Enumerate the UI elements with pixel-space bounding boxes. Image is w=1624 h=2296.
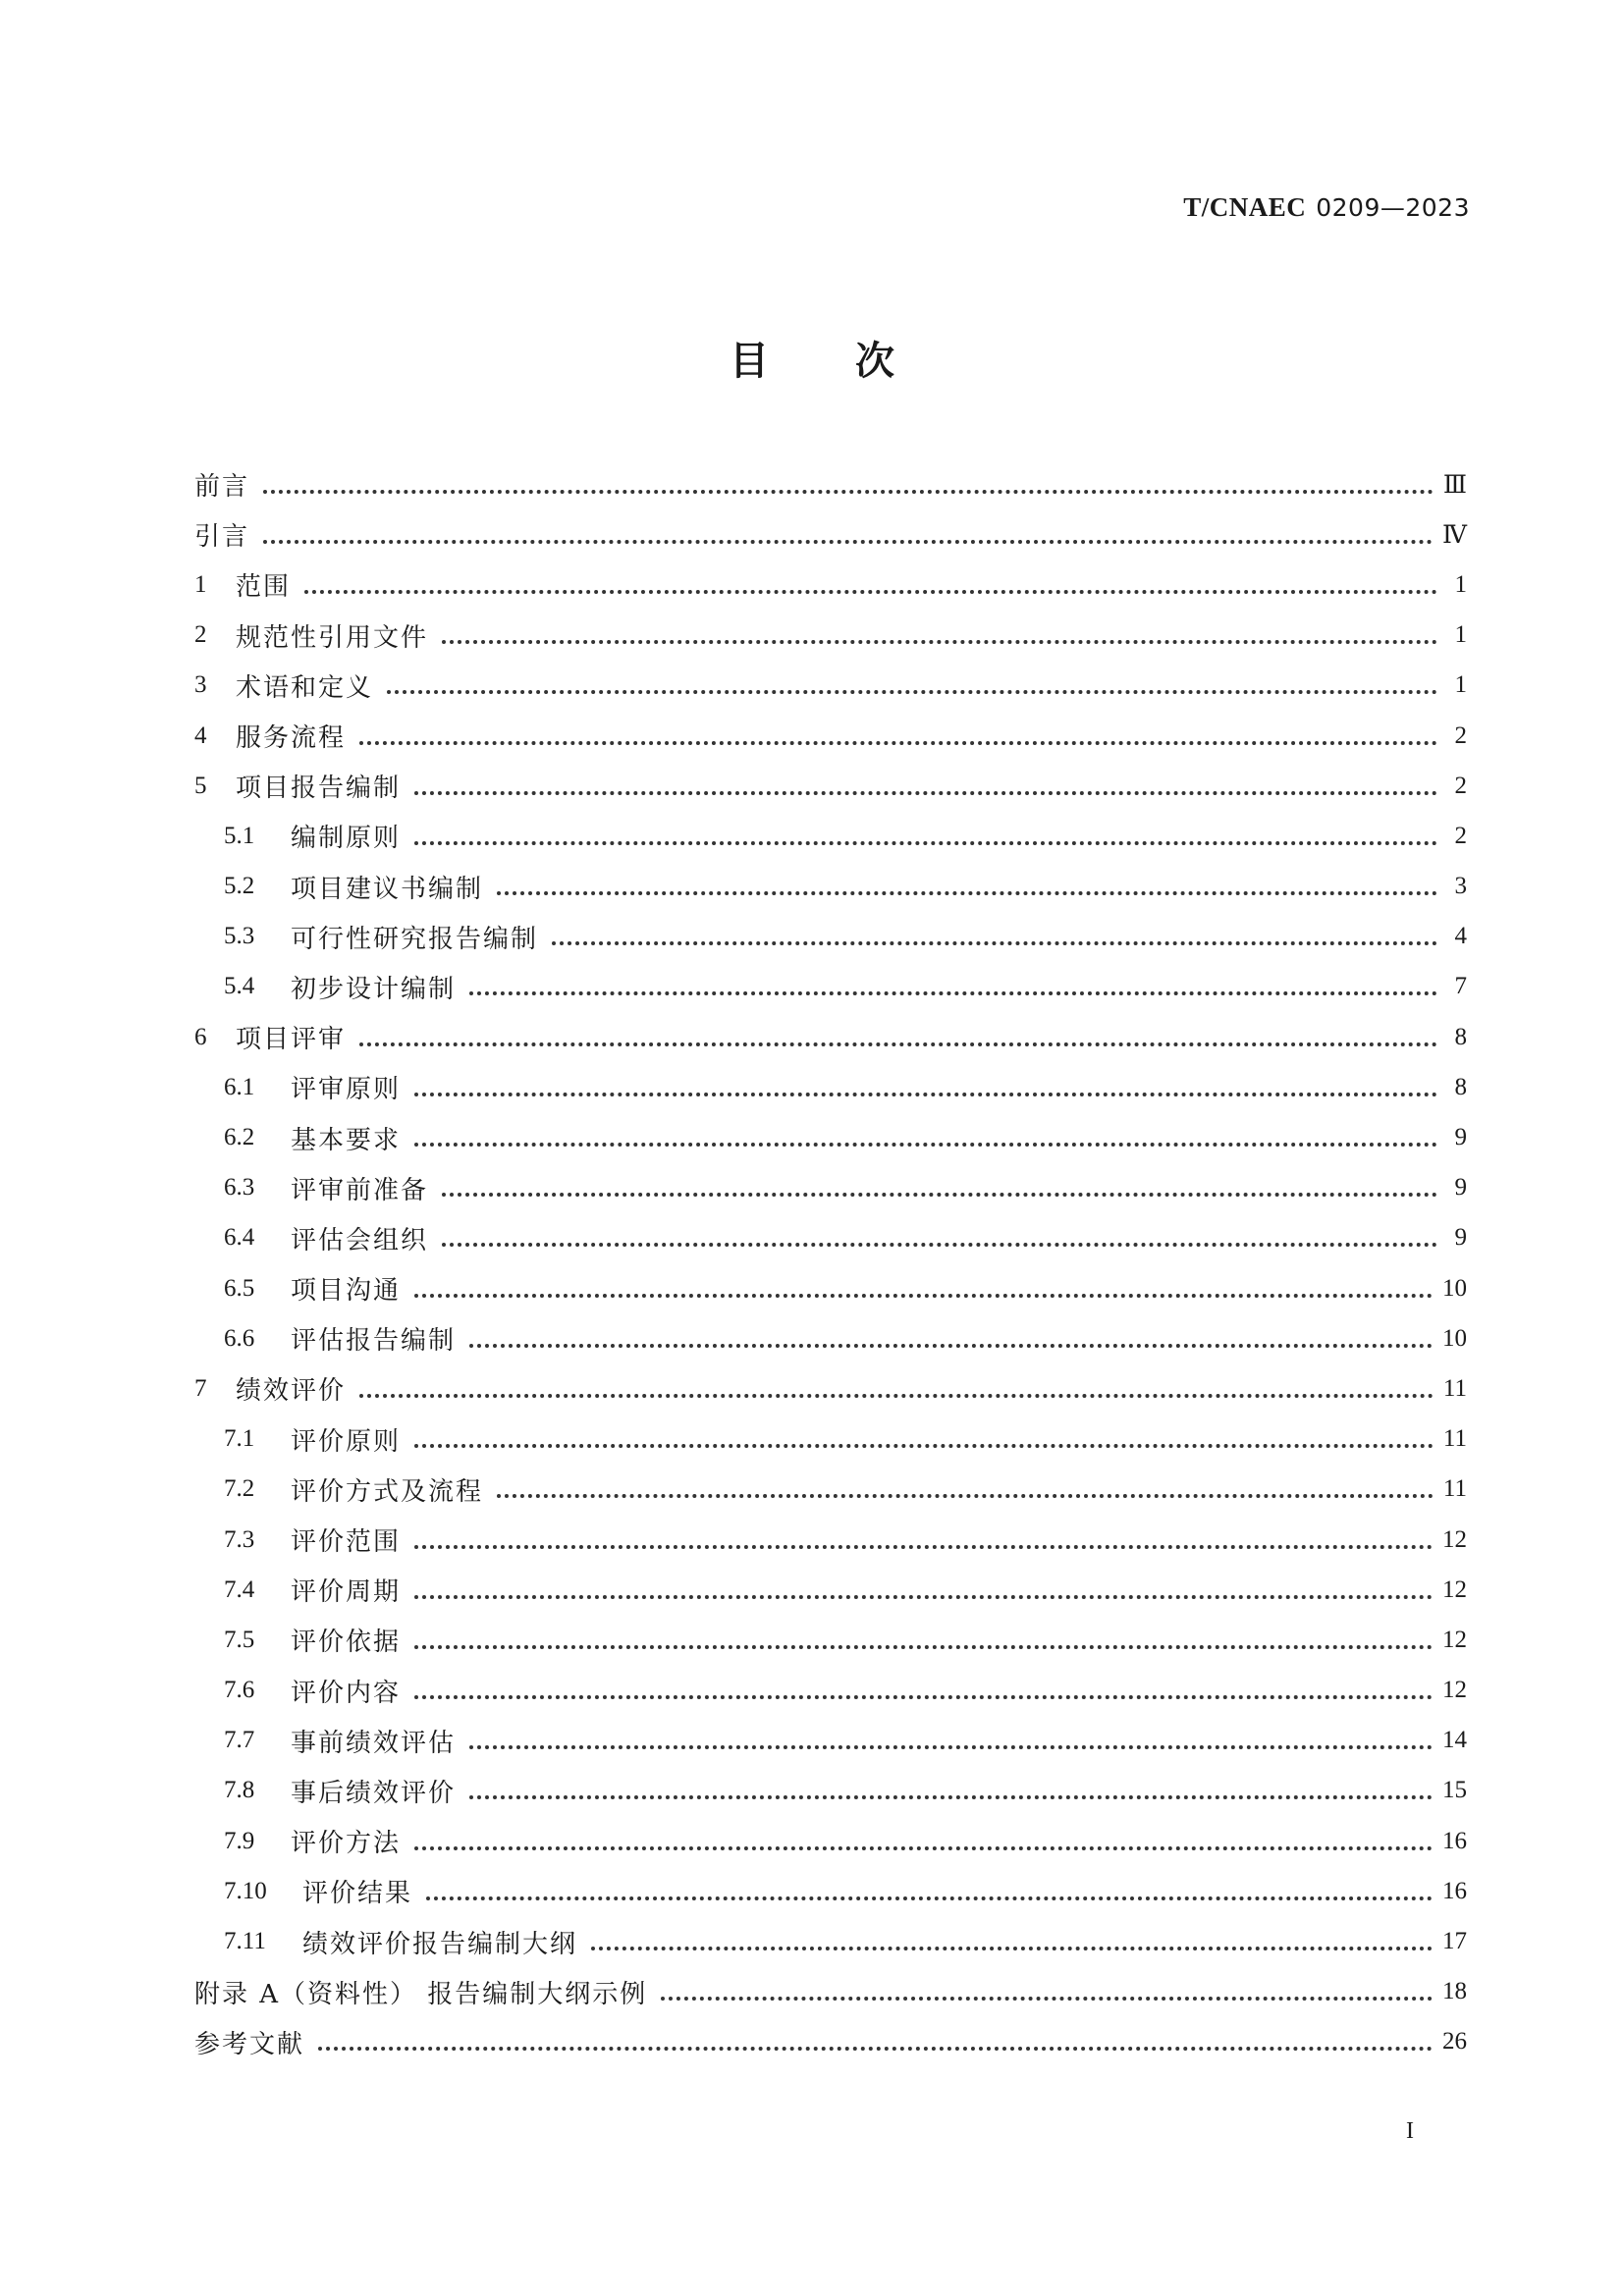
toc-entry[interactable] [194, 761, 1467, 811]
toc-entry[interactable] [194, 1565, 1467, 1615]
toc-leader-dots [318, 2021, 1433, 2051]
toc-entry-page: 11 [1442, 1475, 1467, 1503]
toc-entry-page: 11 [1442, 1374, 1467, 1402]
toc-leader-dots [414, 1670, 1433, 1699]
toc-leader-dots [414, 1268, 1433, 1298]
toc-leader-dots [414, 1821, 1433, 1850]
toc-leader-dots [442, 1217, 1437, 1247]
toc-entry-page: 1 [1454, 621, 1467, 649]
toc-entry[interactable] [194, 1967, 1467, 2017]
toc-entry-page: 16 [1442, 1877, 1467, 1904]
toc-entry-page: 18 [1442, 1978, 1467, 2005]
toc-entry[interactable] [194, 2017, 1467, 2067]
toc-entry-number: 6.2 [224, 1124, 255, 1151]
standard-number: 0209—2023 [1316, 193, 1470, 222]
toc-entry-page: 10 [1442, 1274, 1467, 1302]
toc-title-char-1: 目 [730, 339, 769, 384]
toc-entry-page: 10 [1442, 1324, 1467, 1352]
toc-entry-number: 7.3 [224, 1525, 255, 1553]
toc-entry[interactable] [194, 912, 1467, 962]
toc-entry-page: 7 [1454, 973, 1467, 1000]
toc-entry-title: 评估会组织 [291, 1225, 429, 1255]
toc-entry-page: 12 [1442, 1677, 1467, 1704]
toc-leader-dots [304, 564, 1437, 594]
toc-leader-dots [414, 1520, 1433, 1549]
toc-entry-number: 7.2 [224, 1475, 255, 1503]
toc-title-char-2: 次 [855, 339, 894, 384]
toc-entry-title: 项目建议书编制 [291, 874, 484, 904]
toc-entry[interactable] [194, 1112, 1467, 1162]
toc-leader-dots [426, 1871, 1433, 1900]
toc-entry-title: 基本要求 [291, 1125, 402, 1155]
toc-entry-title: 评估报告编制 [291, 1326, 457, 1357]
toc-entry[interactable] [194, 611, 1467, 661]
toc-entry-page: 12 [1442, 1626, 1467, 1653]
toc-entry-title: 编制原则 [291, 824, 402, 854]
standard-prefix: T/CNAEC [1183, 192, 1307, 222]
toc-entry[interactable] [194, 962, 1467, 1012]
toc-leader-dots [497, 1468, 1434, 1498]
toc-entry[interactable] [194, 1012, 1467, 1062]
toc-entry-page: 12 [1442, 1525, 1467, 1553]
toc-leader-dots [442, 1167, 1437, 1197]
toc-entry[interactable] [194, 1263, 1467, 1313]
toc-entry[interactable] [194, 1213, 1467, 1263]
toc-entry-number: 7.5 [224, 1626, 255, 1653]
toc-entry-title: 事前绩效评估 [291, 1728, 457, 1758]
toc-entry-number: 6.5 [224, 1274, 255, 1302]
toc-entry-title: 绩效评价 [236, 1376, 347, 1407]
toc-entry-number: 6.4 [224, 1224, 255, 1252]
toc-entry[interactable] [194, 509, 1467, 560]
toc-entry-title: 评价原则 [291, 1426, 402, 1457]
toc-entry-title: 评价内容 [291, 1678, 402, 1708]
toc-entry-title: 评价周期 [291, 1577, 402, 1608]
toc-entry-title: 参考文献 [194, 2029, 305, 2059]
toc-leader-dots [469, 966, 1437, 995]
toc-entry-number: 6.6 [224, 1324, 255, 1352]
toc-entry[interactable] [194, 459, 1467, 509]
toc-leader-dots [263, 464, 1434, 494]
toc-entry-title: 术语和定义 [236, 672, 374, 703]
toc-entry-title: 规范性引用文件 [236, 622, 429, 653]
toc-entry-page: 2 [1454, 772, 1467, 799]
toc-entry[interactable] [194, 811, 1467, 861]
toc-entry-title: 评价依据 [291, 1628, 402, 1658]
toc-entry-title: 评价结果 [302, 1879, 413, 1909]
toc-entry-number: 3 [194, 671, 207, 699]
toc-leader-dots [414, 816, 1437, 845]
toc-entry[interactable] [194, 862, 1467, 912]
toc-entry-number: 7.8 [224, 1777, 255, 1804]
toc-entry-page: 2 [1454, 822, 1467, 849]
toc-entry[interactable] [194, 1615, 1467, 1665]
toc-entry-number: 7.4 [224, 1575, 255, 1603]
toc-entry-number: 7.7 [224, 1727, 255, 1754]
toc-entry-title: 评价范围 [291, 1527, 402, 1558]
toc-entry-number: 5 [194, 772, 207, 799]
toc-entry[interactable] [194, 1666, 1467, 1716]
toc-entry-title: 可行性研究报告编制 [291, 924, 539, 954]
toc-entry[interactable] [194, 1916, 1467, 1966]
toc-entry-page: Ⅳ [1442, 521, 1467, 549]
toc-entry-number: 6.3 [224, 1174, 255, 1201]
toc-entry-page: 1 [1454, 671, 1467, 699]
toc-entry-number: 7.1 [224, 1425, 255, 1453]
toc-entry-page: 3 [1454, 873, 1467, 900]
toc-entry-page: Ⅲ [1442, 471, 1467, 499]
toc-leader-dots [469, 1318, 1433, 1348]
toc-entry-number: 5.1 [224, 822, 255, 849]
toc-title [0, 330, 1624, 386]
toc-entry-title: 事后绩效评价 [291, 1778, 457, 1808]
toc-entry-page: 17 [1442, 1928, 1467, 1955]
toc-entry-title: 范围 [236, 572, 292, 603]
toc-entry-number: 5.4 [224, 973, 255, 1000]
toc-leader-dots [497, 866, 1437, 895]
toc-entry-number: 5.2 [224, 873, 255, 900]
toc-leader-dots [661, 1971, 1433, 2001]
toc-entry[interactable] [194, 1163, 1467, 1213]
toc-entry[interactable] [194, 1465, 1467, 1515]
toc-leader-dots [414, 1620, 1433, 1649]
toc-entry[interactable] [194, 1866, 1467, 1916]
toc-entry[interactable] [194, 1515, 1467, 1565]
toc-entry-number: 6.1 [224, 1073, 255, 1100]
toc-entry-page: 14 [1442, 1727, 1467, 1754]
toc-leader-dots [387, 665, 1437, 694]
toc-entry-number: 4 [194, 721, 207, 749]
toc-entry-number: 7 [194, 1374, 207, 1402]
toc-entry-page: 15 [1442, 1777, 1467, 1804]
toc-entry-title: 评审前准备 [291, 1175, 429, 1205]
toc-leader-dots [359, 1017, 1437, 1046]
toc-entry[interactable] [194, 661, 1467, 711]
toc-entry-page: 9 [1454, 1124, 1467, 1151]
toc-entry-title: 项目沟通 [291, 1276, 402, 1307]
toc-entry[interactable] [194, 1415, 1467, 1465]
toc-entry-title: 项目评审 [236, 1025, 347, 1055]
toc-entry-page: 26 [1442, 2028, 1467, 2056]
toc-entry-number: 6 [194, 1023, 207, 1050]
toc-entry-page: 16 [1442, 1827, 1467, 1854]
toc-entry-page: 9 [1454, 1174, 1467, 1201]
toc-leader-dots [469, 1770, 1433, 1799]
toc-leader-dots [414, 766, 1437, 795]
toc-leader-dots [414, 1418, 1434, 1448]
toc-entry[interactable] [194, 1313, 1467, 1363]
toc-leader-dots [359, 1368, 1434, 1398]
toc-entry-number: 1 [194, 570, 207, 598]
toc-leader-dots [469, 1720, 1433, 1749]
toc-entry-page: 4 [1454, 923, 1467, 950]
toc-leader-dots [414, 1067, 1437, 1096]
toc-leader-dots [414, 1117, 1437, 1147]
toc-entry-title: 引言 [194, 522, 250, 553]
toc-leader-dots [591, 1921, 1433, 1950]
toc-entry[interactable] [194, 1062, 1467, 1112]
toc-entry-title: 绩效评价报告编制大纲 [302, 1929, 578, 1959]
page-number: I [1406, 2118, 1414, 2144]
toc-entry-page: 2 [1454, 721, 1467, 749]
toc-entry-title: 前言 [194, 472, 250, 503]
toc-list [194, 459, 1467, 2067]
toc-entry[interactable] [194, 711, 1467, 761]
toc-entry-title: 服务流程 [236, 723, 347, 754]
toc-entry-number: 7.6 [224, 1677, 255, 1704]
toc-entry-title: 初步设计编制 [291, 974, 457, 1004]
toc-entry-page: 8 [1454, 1023, 1467, 1050]
toc-entry-title: 评价方式及流程 [291, 1476, 484, 1507]
toc-entry-title: 评价方法 [291, 1829, 402, 1859]
toc-entry-number: 7.11 [224, 1928, 266, 1955]
toc-entry-title: 附录 A（资料性） 报告编制大纲示例 [194, 1979, 648, 2009]
toc-entry-number: 7.10 [224, 1877, 267, 1904]
toc-entry-number: 2 [194, 621, 207, 649]
toc-leader-dots [263, 514, 1433, 544]
toc-leader-dots [442, 614, 1437, 644]
standard-code [1183, 192, 1470, 223]
toc-leader-dots [414, 1570, 1433, 1599]
toc-leader-dots [359, 716, 1437, 745]
toc-entry-title: 评审原则 [291, 1075, 402, 1105]
toc-entry[interactable] [194, 1363, 1467, 1414]
toc-entry-title: 项目报告编制 [236, 774, 402, 804]
toc-entry-page: 11 [1442, 1425, 1467, 1453]
toc-entry-number: 5.3 [224, 923, 255, 950]
toc-entry[interactable] [194, 560, 1467, 610]
toc-leader-dots [552, 916, 1437, 945]
toc-entry-page: 12 [1442, 1575, 1467, 1603]
toc-entry-page: 9 [1454, 1224, 1467, 1252]
toc-entry-number: 7.9 [224, 1827, 255, 1854]
toc-entry[interactable] [194, 1716, 1467, 1766]
toc-entry-page: 8 [1454, 1073, 1467, 1100]
toc-entry[interactable] [194, 1766, 1467, 1816]
toc-entry[interactable] [194, 1816, 1467, 1866]
toc-entry-page: 1 [1454, 570, 1467, 598]
